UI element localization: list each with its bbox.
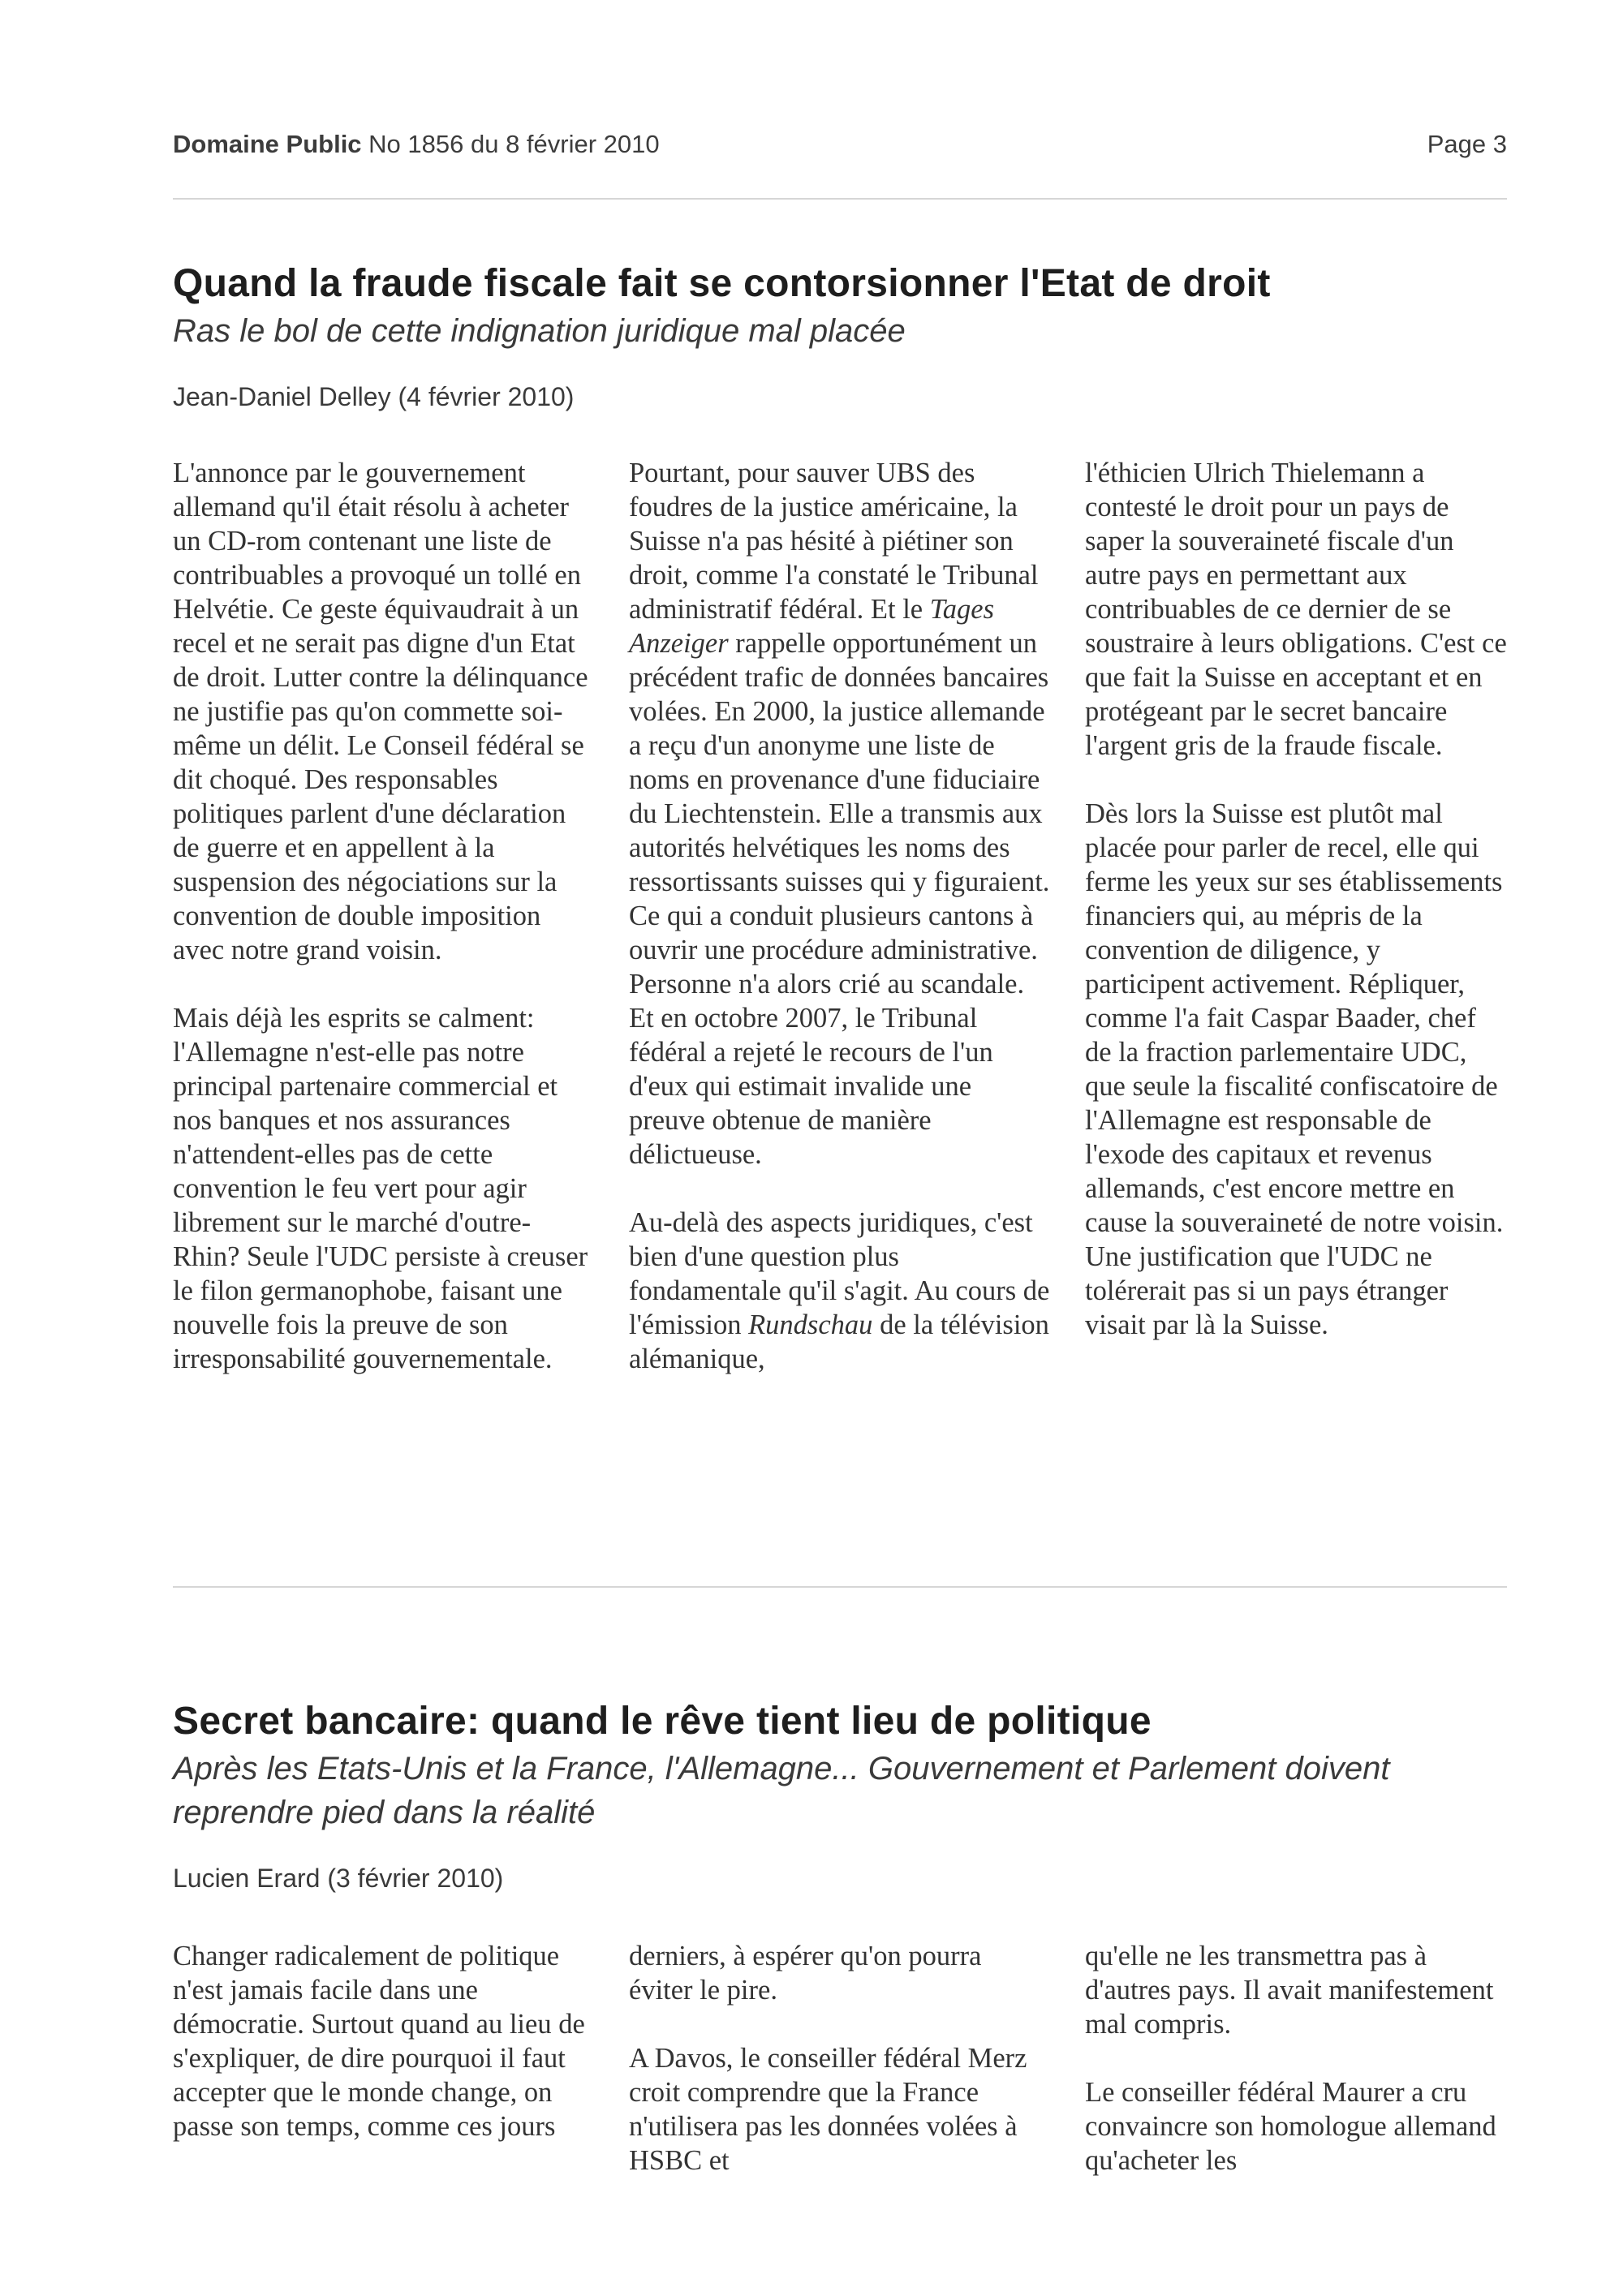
paragraph: qu'elle ne les transmettra pas à d'autres pays. Il avait manifestement mal compris. <box>1085 1941 1494 2040</box>
publication-name: Domaine Public <box>173 130 362 158</box>
article-author: Jean-Daniel Delley (4 février 2010) <box>173 382 575 411</box>
article-secret-bancaire <box>173 1699 1507 1894</box>
paragraph: derniers, à espérer qu'on pourra éviter le pire. <box>629 1941 982 2006</box>
article-title: Secret bancaire: quand le rêve tient lieu de politique <box>173 1700 1152 1743</box>
body-column-2 <box>629 1939 1051 2178</box>
article-body <box>173 1939 1507 2178</box>
issue-info: No 1856 du 8 février 2010 <box>368 130 660 158</box>
paragraph: Au-delà des aspects juridiques, c'est bien d'une question plus fondamentale qu'il s'agit. Au cours de l'émission Rundschau de la télévision alémanique, <box>629 1207 1050 1374</box>
paragraph: l'éthicien Ulrich Thielemann a contesté le droit pour un pays de saper la souveraineté fiscale d'un autre pays en permettant aux contribuables de ce dernier de se soustraire à leurs obligations. C'est ce que fait la Suisse en acceptant et en protégeant par le secret bancaire l'argent gris de la fraude fiscale. <box>1085 458 1507 761</box>
document-page <box>173 0 1507 2296</box>
body-column-1 <box>173 456 595 1376</box>
paragraph: Dès lors la Suisse est plutôt mal placée pour parler de recel, elle qui ferme les yeux sur ses établissements financiers qui, au mépris de la convention de diligence, y participent activement. Répliquer, comme l'a fait Caspar Baader, chef de la fraction parlementaire UDC, que seule la fiscalité confiscatoire de l'Allemagne est responsable de l'exode des capitaux et revenus allemands, c'est encore mettre en cause la souveraineté de notre voisin. Une justification que l'UDC ne tolérerait pas si un pays étranger visait par là la Suisse. <box>1085 798 1504 1340</box>
body-column-1 <box>173 1939 595 2178</box>
article-title: Quand la fraude fiscale fait se contorsionner l'Etat de droit <box>173 262 1271 305</box>
article-body <box>173 456 1507 1376</box>
article-subtitle: Ras le bol de cette indignation juridique mal placée <box>173 313 906 349</box>
tv-show-name: Rundschau <box>748 1309 873 1340</box>
article-fraude-fiscale <box>173 261 1507 412</box>
page-header <box>173 130 1507 170</box>
page-number: Page 3 <box>1427 130 1507 158</box>
paragraph: Pourtant, pour sauver UBS des foudres de la justice américaine, la Suisse n'a pas hésité à piétiner son droit, comme l'a constaté le Tribunal administratif fédéral. Et le Tages Anzeiger rappelle opportunément un précédent trafic de données bancaires volées. En 2000, la justice allemande a reçu d'un anonyme une liste de noms en provenance d'une fiduciaire du Liechtenstein. Elle a transmis aux autorités helvétiques les noms des ressortissants suisses qui y figuraient. Ce qui a conduit plusieurs cantons à ouvrir une procédure administrative. Personne n'a alors crié au scandale. Et en octobre 2007, le Tribunal fédéral a rejeté le recours de l'un d'eux qui estimait invalide une preuve obtenue de manière délictueuse. <box>629 458 1050 1170</box>
newspaper-name: Tages Anzeiger <box>629 594 994 659</box>
paragraph: L'annonce par le gouvernement allemand qu'il était résolu à acheter un CD-rom contenant une liste de contribuables a provoqué un tollé en Helvétie. Ce geste équivaudrait à un recel et ne serait pas digne d'un Etat de droit. Lutter contre la délinquance ne justifie pas qu'on commette soi-même un délit. Le Conseil fédéral se dit choqué. Des responsables politiques parlent d'une déclaration de guerre et en appellent à la suspension des négociations sur la convention de double imposition avec notre grand voisin. <box>173 458 588 965</box>
article-subtitle: Après les Etats-Unis et la France, l'Allemagne... Gouvernement et Parlement doivent reprendre pied dans la réalité <box>173 1751 1390 1830</box>
body-column-3 <box>1085 1939 1507 2178</box>
paragraph: Changer radicalement de politique n'est jamais facile dans une démocratie. Surtout quand au lieu de s'expliquer, de dire pourquoi il faut accepter que le monde change, on passe son temps, comme ces jours <box>173 1941 585 2142</box>
article-divider <box>173 1586 1507 1588</box>
header-divider <box>173 198 1507 200</box>
paragraph: Le conseiller fédéral Maurer a cru convaincre son homologue allemand qu'acheter les <box>1085 2077 1496 2176</box>
paragraph: Mais déjà les esprits se calment: l'Allemagne n'est-elle pas notre principal partenaire commercial et nos banques et nos assurances n'attendent-elles pas de cette convention le feu vert pour agir librement sur le marché d'outre-Rhin? Seule l'UDC persiste à creuser le filon germanophobe, faisant une nouvelle fois la preuve de son irresponsabilité gouvernementale. <box>173 1003 588 1374</box>
body-column-3 <box>1085 456 1507 1376</box>
body-column-2 <box>629 456 1051 1376</box>
article-author: Lucien Erard (3 février 2010) <box>173 1864 504 1893</box>
paragraph: A Davos, le conseiller fédéral Merz croit comprendre que la France n'utilisera pas les données volées à HSBC et <box>629 2043 1027 2176</box>
